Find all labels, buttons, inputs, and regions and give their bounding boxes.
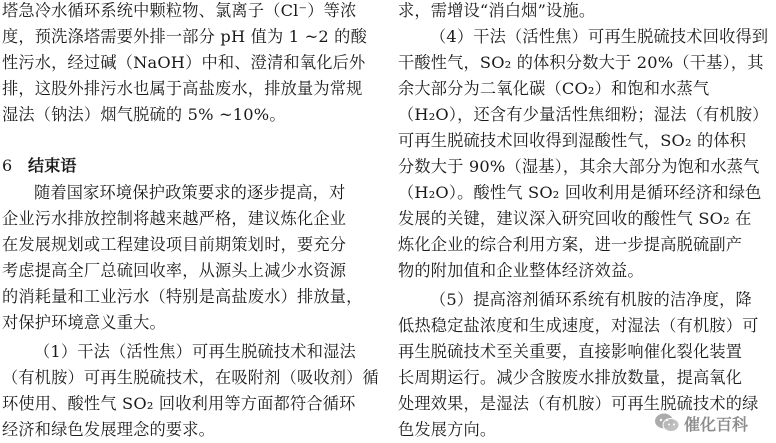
text-line: 物的附加值和企业整体经济效益。 xyxy=(398,261,644,280)
watermark-text: 催化百科 xyxy=(684,414,749,434)
text-line: 经济和绿色发展理念的要求。 xyxy=(2,420,216,439)
text-line: 度，预洗涤塔需要外排一部分 pH 值为 1 ~2 的酸 xyxy=(2,27,367,46)
text-line: （5）提高溶剂循环系统有机胺的洁净度，降 xyxy=(430,290,752,309)
text-line: 分数大于 90%（湿基），其余大部分为饱和水蒸气 xyxy=(398,157,760,176)
text-line: 色发展方向。 xyxy=(398,420,497,439)
section-title: 结束语 xyxy=(28,156,77,175)
wechat-icon xyxy=(654,412,680,434)
section-heading xyxy=(2,155,77,177)
text-line: 性污水，经过碱（NaOH）中和、澄清和氧化后外 xyxy=(2,53,366,72)
text-line: 求，需增设“消白烟”设施。 xyxy=(398,1,596,20)
text-line: 低热稳定盐浓度和生成速度，对湿法（有机胺）可 xyxy=(398,316,759,335)
text-line: 环使用、酸性气 SO₂ 回收利用等方面都符合循环 xyxy=(2,394,356,413)
text-line: 余大部分为二氧化碳（CO₂）和饱和水蒸气 xyxy=(398,79,710,98)
text-line: 可再生脱硫技术回收得到湿酸性气，SO₂ 的体积 xyxy=(398,131,747,150)
text-line: 在发展规划或工程建设项目前期策划时，要充分 xyxy=(2,235,347,254)
watermark xyxy=(654,410,748,436)
text-line: 的消耗量和工业污水（特别是高盐废水）排放量， xyxy=(2,287,363,306)
text-line: （H₂O），还含有少量活性焦细粉；湿法（有机胺） xyxy=(398,105,769,124)
text-line: （4）干法（活性焦）可再生脱硫技术回收得到 xyxy=(430,27,769,46)
text-line: （H₂O）。酸性气 SO₂ 回收利用是循环经济和绿色 xyxy=(398,183,762,202)
text-line: 长周期运行。减少含胺废水排放数量，提高氧化 xyxy=(398,368,743,387)
text-line: 对保护环境意义重大。 xyxy=(2,313,166,332)
text-line: 处理效果，是湿法（有机胺）可再生脱硫技术的绿 xyxy=(398,394,759,413)
section-number: 6 xyxy=(2,156,13,175)
text-line: 发展的关键，建议深入研究回收的酸性气 SO₂ 在 xyxy=(398,209,752,228)
text-line: 塔急冷水循环系统中颗粒物、氯离子（Cl⁻）等浓 xyxy=(2,1,357,20)
text-line: 随着国家环境保护政策要求的逐步提高，对 xyxy=(34,183,346,202)
text-line: 湿法（钠法）烟气脱硫的 5% ~10%。 xyxy=(2,105,286,124)
text-line: 干酸性气，SO₂ 的体积分数大于 20%（干基），其 xyxy=(398,53,764,72)
text-line: （1）干法（活性焦）可再生脱硫技术和湿法 xyxy=(34,342,356,361)
text-line: （有机胺）可再生脱硫技术，在吸附剂（吸收剂）循 xyxy=(2,368,379,387)
text-line: 考虑提高全厂总硫回收率，从源头上减少水资源 xyxy=(2,261,347,280)
text-line: 再生脱硫技术至关重要，直接影响催化裂化装置 xyxy=(398,342,743,361)
text-line: 炼化企业的综合利用方案，进一步提高脱硫副产 xyxy=(398,235,743,254)
text-line: 排，这股外排污水也属于高盐废水，排放量为常规 xyxy=(2,79,363,98)
text-line: 企业污水排放控制将越来越严格，建议炼化企业 xyxy=(2,209,347,228)
